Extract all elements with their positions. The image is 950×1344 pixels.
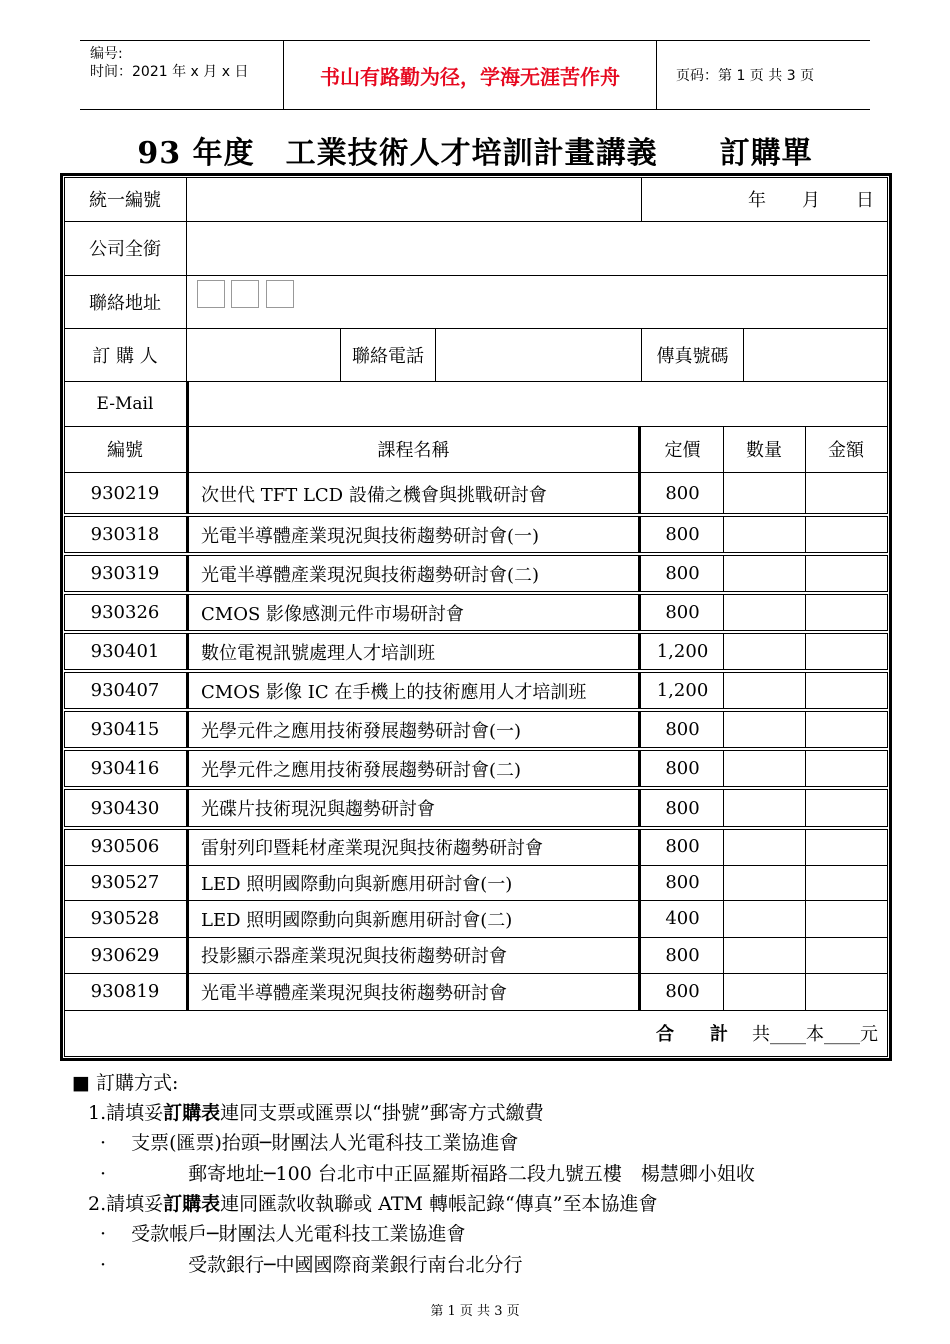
course-code: 930819 — [90, 981, 160, 1002]
course-amount-field[interactable] — [806, 865, 887, 900]
note-line-4: 2.請填妥訂購表連同匯款收執聯或 ATM 轉帳記錄“傳真”至本協進會 — [88, 1193, 658, 1215]
email-label: E-Mail — [96, 393, 154, 414]
total-text: 共____本____元 — [752, 1024, 878, 1045]
postal-code-box-2[interactable] — [231, 280, 259, 308]
course-code: 930430 — [90, 797, 160, 819]
document-header — [80, 40, 870, 110]
col-name-header: 課程名稱 — [377, 440, 450, 461]
course-name: 投影顯示器產業現況與技術趨勢研討會 — [201, 946, 507, 967]
course-qty-field[interactable] — [724, 472, 805, 515]
course-name: 光學元件之應用技術發展趨勢研討會(一) — [201, 720, 522, 742]
course-amount-field[interactable] — [806, 515, 887, 554]
course-code: 930415 — [90, 719, 160, 740]
course-qty-field[interactable] — [724, 710, 805, 749]
course-amount-field[interactable] — [806, 554, 887, 593]
address-label: 聯絡地址 — [89, 292, 161, 314]
course-qty-field[interactable] — [724, 671, 805, 710]
course-qty-field[interactable] — [724, 973, 805, 1010]
course-qty-field[interactable] — [724, 788, 805, 828]
course-code: 930319 — [90, 563, 160, 584]
email-field[interactable] — [189, 381, 887, 426]
course-price: 800 — [665, 758, 700, 779]
row-divider — [64, 328, 888, 329]
course-code: 930629 — [90, 944, 160, 966]
phone-field[interactable] — [436, 328, 642, 381]
time-label: 时间：2021 年 x 月 x 日 — [90, 64, 249, 80]
header-page-info — [664, 41, 870, 109]
col-divider — [340, 328, 341, 381]
header-motto: 书山有路勤为径，学海无涯苦作舟 — [283, 41, 657, 109]
course-code: 930528 — [90, 908, 160, 929]
row-divider — [64, 221, 888, 222]
course-amount-field[interactable] — [806, 632, 887, 671]
postal-code-box-1[interactable] — [197, 280, 225, 308]
course-code: 930407 — [90, 680, 160, 701]
course-amount-field[interactable] — [806, 937, 887, 973]
course-amount-field[interactable] — [806, 593, 887, 632]
course-qty-field[interactable] — [724, 593, 805, 632]
course-name: 數位電視訊號處理人才培訓班 — [201, 642, 435, 664]
course-qty-field[interactable] — [724, 828, 805, 865]
course-price: 800 — [665, 981, 700, 1002]
fax-label: 傳真號碼 — [656, 345, 729, 367]
total-label: 合 計 — [656, 1024, 728, 1045]
course-price: 800 — [665, 483, 700, 504]
col-amount-header: 金額 — [828, 440, 864, 461]
course-name: 雷射列印暨耗材產業現況與技術趨勢研討會 — [201, 837, 543, 859]
company-field[interactable] — [187, 221, 887, 275]
company-label: 公司全銜 — [89, 239, 161, 260]
course-code: 930318 — [90, 524, 160, 545]
course-amount-field[interactable] — [806, 900, 887, 937]
course-price: 800 — [665, 797, 700, 819]
note-line-6: · 受款銀行─中國國際商業銀行南台北分行 — [100, 1254, 523, 1276]
course-amount-field[interactable] — [806, 828, 887, 865]
course-name: LED 照明國際動向與新應用研討會(一) — [201, 873, 513, 895]
postal-code-box-3[interactable] — [266, 280, 294, 308]
course-code: 930506 — [90, 836, 160, 857]
course-amount-field[interactable] — [806, 788, 887, 828]
orderer-label: 訂 購 人 — [92, 345, 158, 367]
fax-field[interactable] — [744, 328, 887, 381]
course-price: 800 — [665, 872, 700, 893]
course-amount-field[interactable] — [806, 749, 887, 788]
col-qty-header: 數量 — [746, 440, 782, 461]
course-code: 930416 — [90, 758, 160, 779]
col-divider — [641, 177, 642, 221]
course-price: 800 — [665, 944, 700, 966]
course-name: 光電半導體產業現況與技術趨勢研討會 — [201, 982, 507, 1004]
course-price: 800 — [665, 563, 700, 584]
orderer-field[interactable] — [187, 328, 340, 381]
unified-number-label: 統一編號 — [89, 190, 161, 211]
course-code: 930401 — [90, 641, 160, 662]
row-divider — [64, 275, 888, 276]
course-amount-field[interactable] — [806, 973, 887, 1010]
col-divider — [743, 328, 744, 381]
course-price: 800 — [665, 836, 700, 857]
course-code: 930219 — [90, 483, 160, 504]
col-code-header: 編號 — [107, 440, 143, 461]
course-price: 1,200 — [656, 680, 709, 701]
course-qty-field[interactable] — [724, 865, 805, 900]
page-footer: 第 1 页 共 3 页 — [430, 1304, 520, 1319]
col-divider — [186, 177, 187, 381]
notes-heading: ■ 訂購方式: — [72, 1072, 179, 1094]
course-code: 930326 — [90, 602, 160, 623]
course-qty-field[interactable] — [724, 749, 805, 788]
course-qty-field[interactable] — [724, 515, 805, 554]
course-name: 光學元件之應用技術發展趨勢研討會(二) — [201, 759, 522, 781]
course-name: 光碟片技術現況與趨勢研討會 — [201, 799, 435, 820]
course-name: 次世代 TFT LCD 設備之機會與挑戰研討會 — [201, 484, 547, 506]
col-price-header: 定價 — [664, 440, 701, 461]
course-amount-field[interactable] — [806, 472, 887, 515]
note-line-2: · 支票(匯票)抬頭─財團法人光電科技工業協進會 — [100, 1132, 519, 1154]
course-price: 800 — [665, 602, 700, 623]
course-qty-field[interactable] — [724, 900, 805, 937]
col-divider — [435, 328, 436, 381]
page-info-text: 页码：第 1 页 共 3 页 — [676, 68, 815, 84]
course-amount-field[interactable] — [806, 671, 887, 710]
date-field[interactable]: 年 月 日 — [748, 190, 874, 211]
page-title: 93 年度 工業技術人才培訓計畫講義 訂購單 — [137, 136, 813, 171]
course-amount-field[interactable] — [806, 710, 887, 749]
course-price: 400 — [665, 908, 700, 929]
course-price: 1,200 — [656, 641, 709, 662]
course-code: 930527 — [90, 872, 160, 893]
course-name: LED 照明國際動向與新應用研討會(二) — [201, 909, 513, 931]
note-line-1: 1.請填妥訂購表連同支票或匯票以“掛號”郵寄方式繳費 — [88, 1102, 544, 1124]
course-name: CMOS 影像 IC 在手機上的技術應用人才培訓班 — [201, 681, 587, 703]
course-name: CMOS 影像感測元件市場研討會 — [201, 603, 465, 625]
col-divider — [641, 328, 642, 381]
phone-label: 聯絡電話 — [352, 345, 424, 367]
course-qty-field[interactable] — [724, 937, 805, 973]
course-price: 800 — [665, 719, 700, 740]
header-meta — [80, 41, 280, 109]
note-line-5: · 受款帳戶─財團法人光電科技工業協進會 — [100, 1223, 466, 1245]
course-name: 光電半導體產業現況與技術趨勢研討會(一) — [201, 525, 540, 547]
note-line-3: · 郵寄地址─100 台北市中正區羅斯福路二段九號五樓 楊慧卿小姐收 — [100, 1163, 755, 1185]
course-qty-field[interactable] — [724, 632, 805, 671]
course-name: 光電半導體產業現況與技術趨勢研討會(二) — [201, 564, 540, 586]
course-qty-field[interactable] — [724, 554, 805, 593]
unified-number-field[interactable] — [187, 177, 642, 221]
course-price: 800 — [665, 524, 700, 545]
code-label: 编号: — [90, 46, 123, 62]
